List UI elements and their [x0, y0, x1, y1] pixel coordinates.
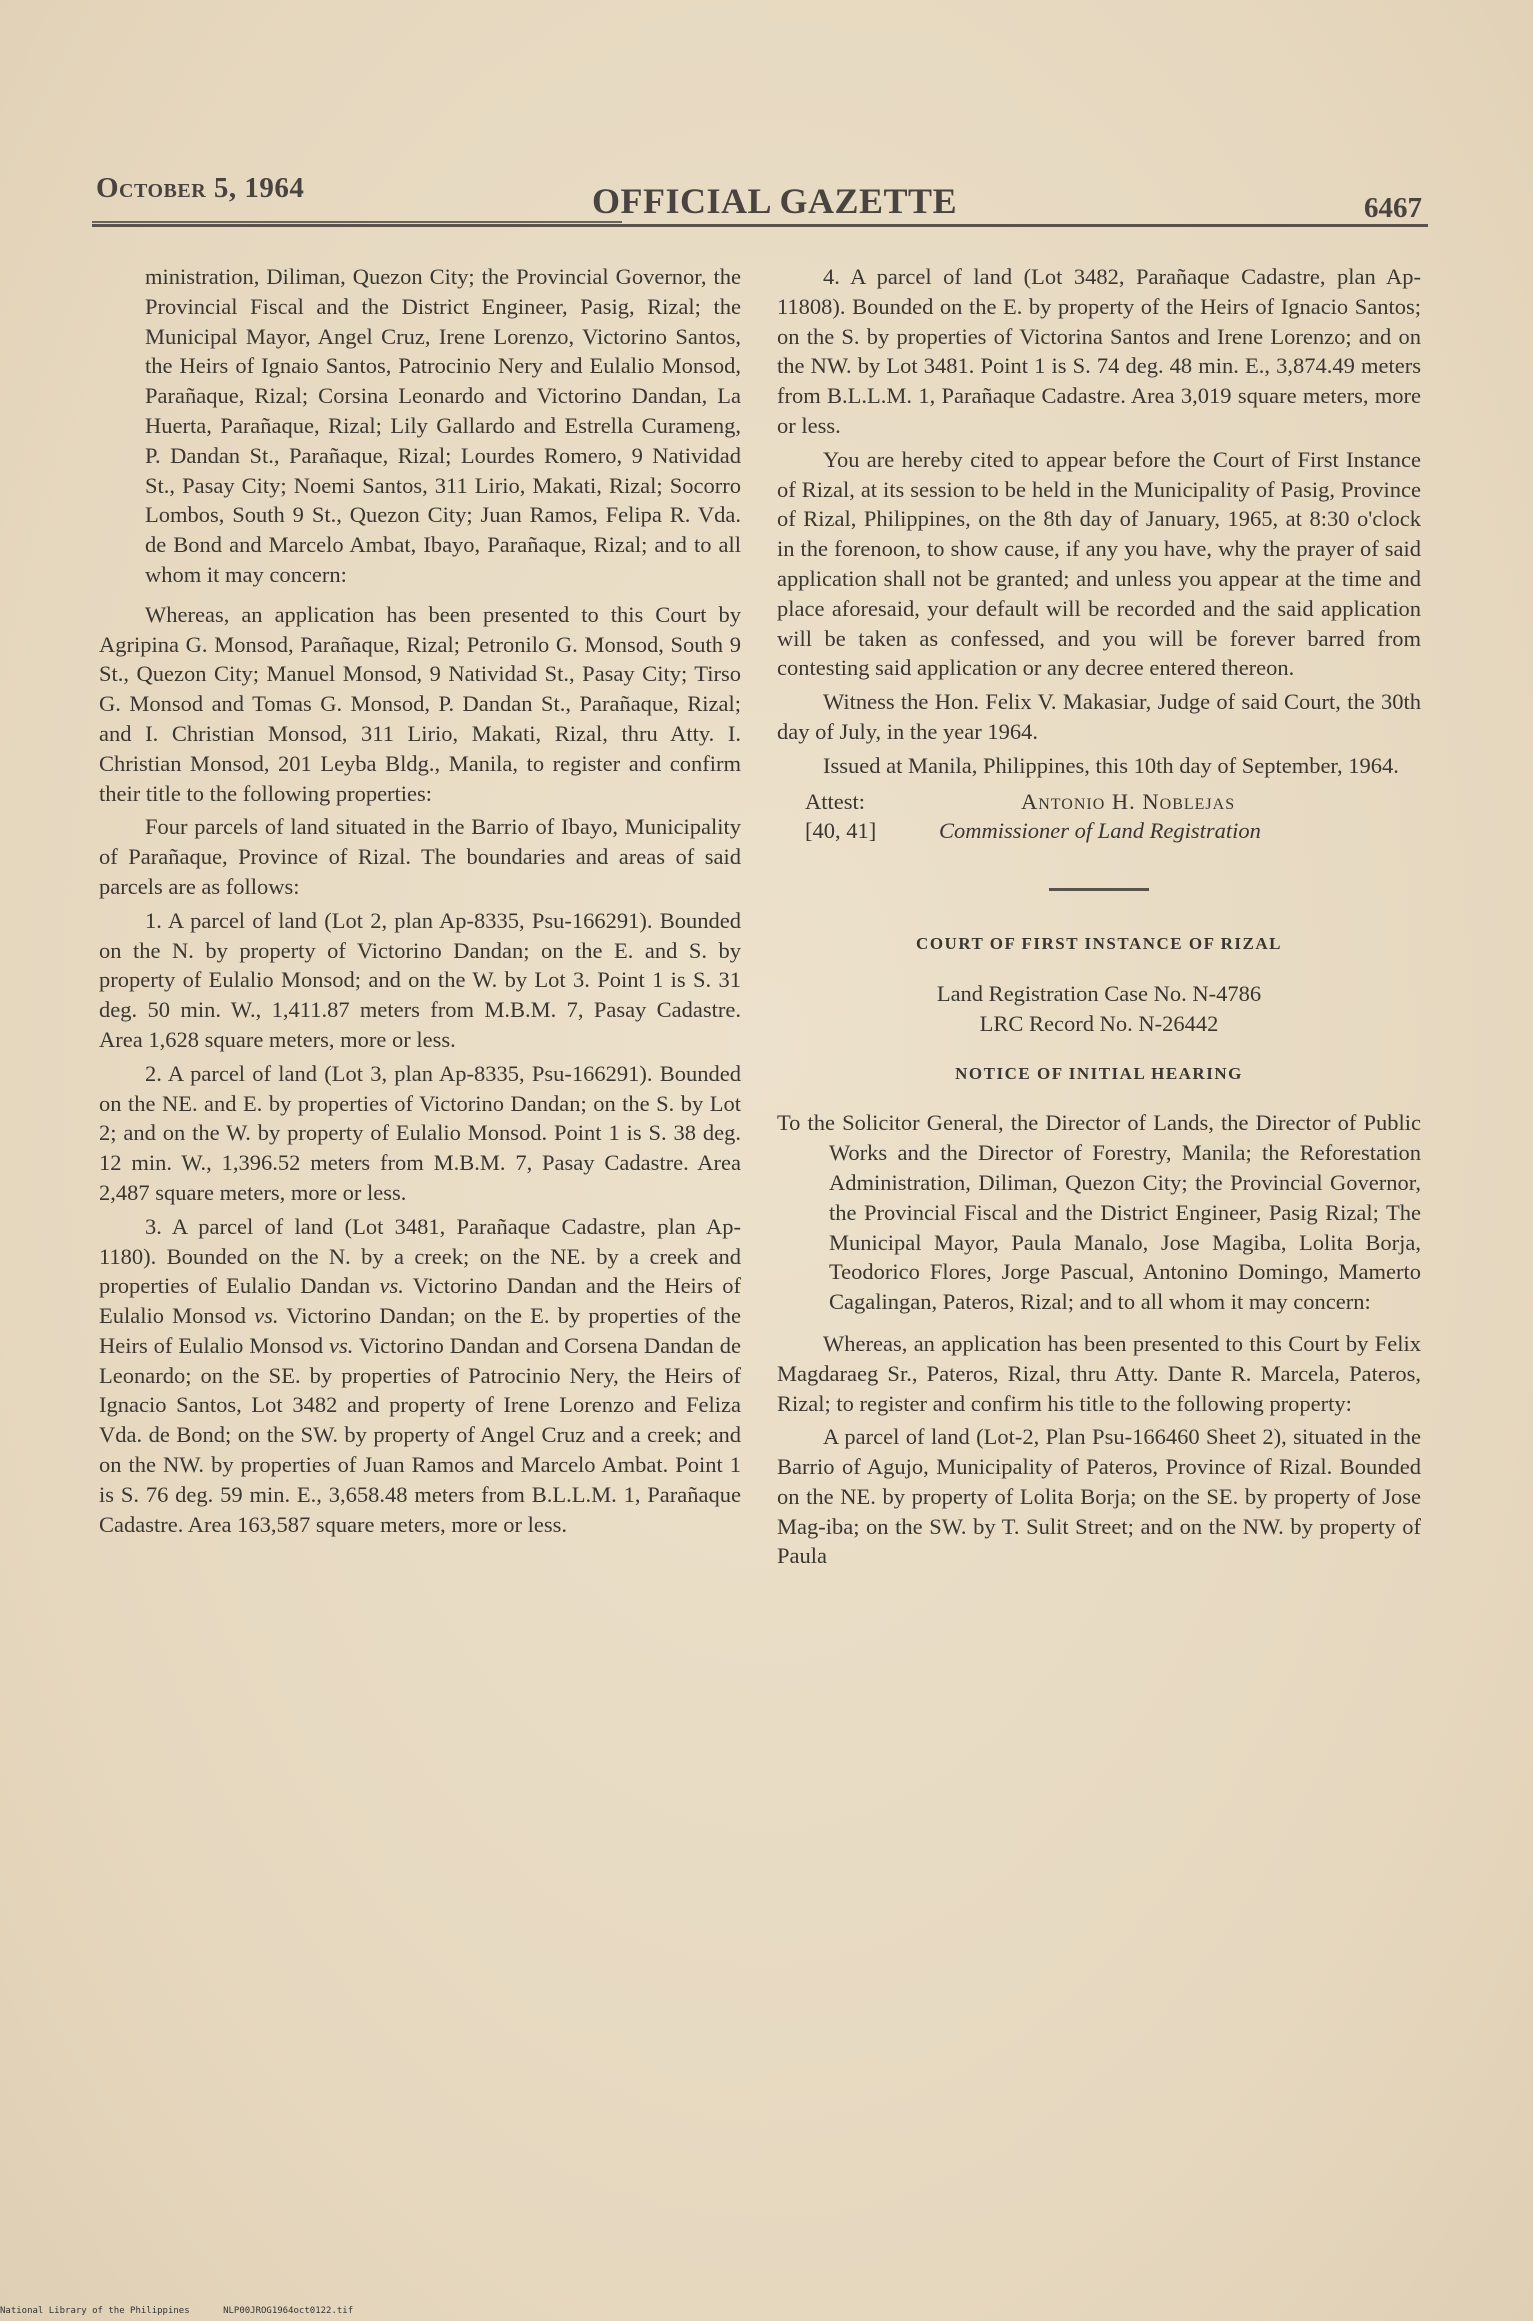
scan-footer [0, 2306, 381, 2316]
header-date: October 5, 1964 [96, 172, 305, 204]
footer-library: National Library of the Philippines [0, 2306, 190, 2316]
header-title: OFFICIAL GAZETTE [592, 181, 958, 221]
parcel-description: A parcel of land (Lot-2, Plan Psu-166460 Sheet 2), situated in the Barrio of Agujo, Municipality of Pateros, Province of Rizal. Bounded on the NE. by property of Lolita Borja; on the SE. by property of Jose Mag-iba; on the SW. by T. Sulit Street; and on the NW. by property of Paula [777, 1424, 1421, 1569]
paragraph: Whereas, an application has been presented to this Court by Felix Magdaraeg Sr., Pateros, Rizal, thru Atty. Dante R. Marcela, Pateros, Rizal; to register and confirm his title to the following property: [777, 1330, 1421, 1416]
text-run-italic: vs. [329, 1332, 354, 1358]
section-divider [1049, 888, 1149, 891]
parcel-1: 1. A parcel of land (Lot 2, plan Ap-8335, Psu-166291). Bounded on the N. by property of Victorino Dandan; on the E. and S. by property of Eulalio Monsod; and on the W. by Lot 3. Point 1 is S. 31 deg. 50 min. W., 1,411.87 meters from M.B.M. 7, Pasay Cadastre. Area 1,628 square meters, more or less. [99, 907, 741, 1052]
text-run-italic: vs. [379, 1273, 404, 1299]
attest-name: Antonio H. Noblejas [1021, 788, 1236, 814]
attest-label: Attest: [805, 788, 865, 814]
text-run: Victorino Dandan and the Heirs of Eulalio Monsod [99, 1273, 742, 1329]
reference-number: [40, 41] [805, 818, 877, 844]
paragraph: Whereas, an application has been presented to this Court by Agripina G. Monsod, Parañaque, Rizal; Petronilo G. Monsod, South 9 St., Quezon City; Manuel Monsod, 9 Natividad St., Pasay City; Tirso G. Monsod and Tomas G. Monsod, P. Dandan St., Parañaque, Rizal; and I. Christian Monsod, 311 Lirio, Makati, Rizal, thru Atty. I. Christian Monsod, 201 Leyba Bldg., Manila, to register and confirm their title to the following properties: [99, 601, 741, 806]
attest-title: Commissioner of Land Registration [939, 818, 1261, 844]
parcel-4: 4. A parcel of land (Lot 3482, Parañaque Cadastre, plan Ap-11808). Bounded on the E. by property of the Heirs of Ignacio Santos; on the S. by properties of Victorina Santos and Irene Lorenzo; and on the NW. by Lot 3481. Point 1 is S. 74 deg. 48 min. E., 3,874.49 meters from B.L.L.M. 1, Parañaque Cadastre. Area 3,019 square meters, more or less. [777, 264, 1421, 438]
addressees: To the Solicitor General, the Director of Lands, the Director of Public Works and the Director of Forestry, Manila; the Reforestation Administration, Diliman, Quezon City; the Provincial Governor, the Provincial Fiscal and the District Engineer, Pasig Rizal; The Municipal Mayor, Paula Manalo, Jose Magiba, Lolita Borja, Teodorico Flores, Jorge Pascual, Antonino Domingo, Mamerto Cagalingan, Pateros, Rizal; and to all whom it may concern: [777, 1110, 1421, 1315]
text-run: 3. A parcel of land (Lot 3481, Parañaque Cadastre, plan Ap-1180). Bounded on the N. by a creek; on the NE. by a creek and properties of Eulalio Dandan [99, 1213, 741, 1299]
notice-heading: NOTICE OF INITIAL HEARING [955, 1063, 1243, 1083]
paragraph: Witness the Hon. Felix V. Makasiar, Judge of said Court, the 30th day of July, in the year 1964. [777, 689, 1421, 744]
header-rule [92, 224, 1428, 227]
parcel-3 [99, 1212, 741, 1540]
paragraph: Four parcels of land situated in the Barrio of Ibayo, Municipality of Parañaque, Province of Rizal. The boundaries and areas of said parcels are as follows: [99, 814, 741, 899]
case-number: Land Registration Case No. N-4786 [936, 980, 1262, 1006]
header-rule-accent [92, 221, 622, 223]
footer-file: NLP00JROG1964oct0122.tif [223, 2306, 354, 2316]
paragraph: Issued at Manila, Philippines, this 10th day of September, 1964. [823, 752, 1399, 778]
parcel-2: 2. A parcel of land (Lot 3, plan Ap-8335, Psu-166291). Bounded on the NE. and E. by properties of Victorino Dandan; on the S. by Lot 2; and on the W. by property of Eulalio Monsod. Point 1 is S. 38 deg. 12 min. W., 1,396.52 meters from M.B.M. 7, Pasay Cadastre. Area 2,487 square meters, more or less. [99, 1060, 741, 1205]
header-page-number: 6467 [1364, 192, 1422, 224]
paragraph: ministration, Diliman, Quezon City; the Provincial Governor, the Provincial Fiscal and the District Engineer, Pasig, Rizal; the Municipal Mayor, Angel Cruz, Irene Lorenzo, Victorino Santos, the Heirs of Ignaio Santos, Patrocinio Nery and Eulalio Monsod, Parañaque, Rizal; Corsina Leonardo and Victorino Dandan, La Huerta, Parañaque, Rizal; Lily Gallardo and Estrella Curameng, P. Dandan St., Parañaque, Rizal; Lourdes Romero, 9 Natividad St., Pasay City; Noemi Santos, 311 Lirio, Makati, Rizal; Socorro Lombos, South 9 St., Quezon City; Juan Ramos, Felipa R. Vda. de Bond and Marcelo Ambat, Ibayo, Parañaque, Rizal; and to all whom it may concern: [145, 264, 741, 587]
text-run: Victorino Dandan and Corsena Dandan de Leonardo; on the SE. by properties of Patrocinio Nery, the Heirs of Ignacio Santos, Lot 3482 and property of Irene Lorenzo and Feliza Vda. de Bond; on the SW. by property of Angel Cruz and a creek; and on the NW. by properties of Juan Ramos and Marcelo Ambat. Point 1 is S. 76 deg. 59 min. E., 3,658.48 meters from B.L.L.M. 1, Parañaque Cadastre. Area 163,587 square meters, more or less. [99, 1332, 741, 1537]
left-column [99, 262, 741, 1539]
attestation [777, 787, 1421, 847]
text-run-italic: vs. [254, 1303, 279, 1329]
text-run: Victorino Dandan; on the E. by properties of the Heirs of Eulalio Monsod [99, 1303, 741, 1358]
court-heading: COURT OF FIRST INSTANCE OF RIZAL [916, 934, 1282, 954]
lrc-record: LRC Record No. N-26442 [979, 1010, 1219, 1036]
right-column [777, 262, 1421, 1571]
paragraph: You are hereby cited to appear before the Court of First Instance of Rizal, at its session to be held in the Municipality of Pasig, Province of Rizal, Philippines, on the 8th day of January, 1965, at 8:30 o'clock in the forenoon, to show cause, if any you have, why the prayer of said application shall not be granted; and unless you appear at the time and place aforesaid, your default will be recorded and the said application will be taken as confessed, and you will be forever barred from contesting said application or any decree entered thereon. [777, 446, 1421, 681]
